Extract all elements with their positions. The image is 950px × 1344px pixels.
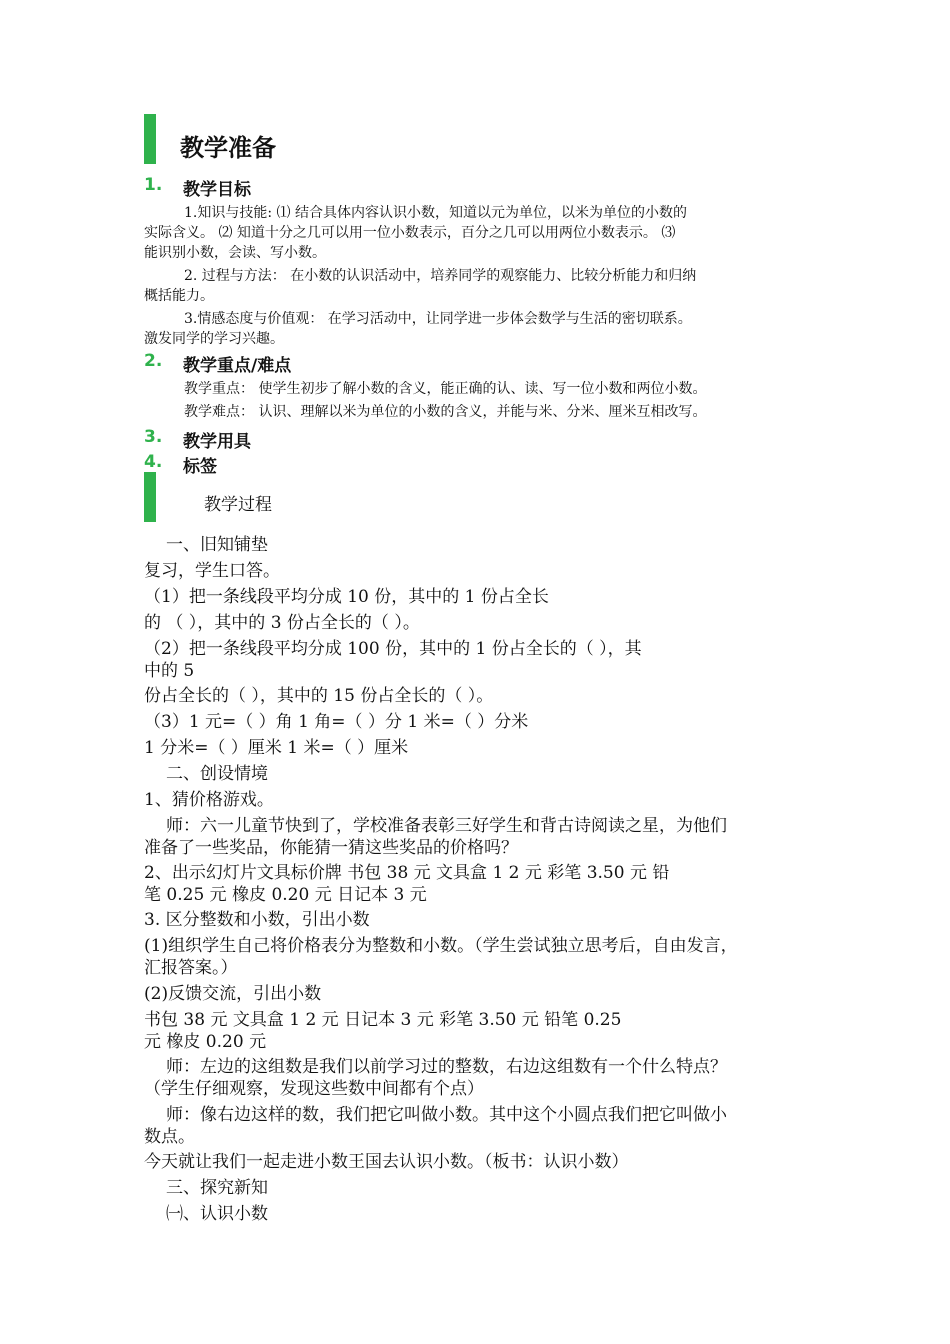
section-number: 1. bbox=[144, 175, 163, 195]
goal-line: 3.情感态度与价值观： 在学习活动中，让同学进一步体会数学与生活的密切联系。 bbox=[184, 311, 692, 327]
heading-accent-bar bbox=[144, 114, 156, 164]
body-line: 书包 38 元 文具盒 1 2 元 日记本 3 元 彩笔 3.50 元 铅笔 0.25 bbox=[144, 1010, 622, 1030]
body-line: 1、猜价格游戏。 bbox=[144, 790, 274, 810]
goal-line: 激发同学的学习兴趣。 bbox=[144, 331, 284, 347]
body-line: (1)组织学生自己将价格表分为整数和小数。（学生尝试独立思考后，自由发言， bbox=[144, 936, 738, 956]
body-line: (2)反馈交流，引出小数 bbox=[144, 984, 322, 1004]
body-line: 笔 0.25 元 橡皮 0.20 元 日记本 3 元 bbox=[144, 885, 427, 905]
body-line: 元 橡皮 0.20 元 bbox=[144, 1032, 267, 1052]
body-line: （2）把一条线段平均分成 100 份，其中的 1 份占全长的（ ），其 bbox=[144, 639, 642, 659]
goal-line: 能识别小数，会读、写小数。 bbox=[144, 245, 326, 261]
body-line: 一、旧知铺垫 bbox=[166, 535, 268, 555]
body-line: 份占全长的（ ），其中的 15 份占全长的（ ）。 bbox=[144, 686, 494, 706]
prep-title: 教学准备 bbox=[180, 134, 276, 162]
body-line: 准备了一些奖品，你能猜一猜这些奖品的价格吗？ bbox=[144, 838, 518, 858]
section-title: 教学重点/难点 bbox=[183, 356, 292, 376]
key-point: 教学重点： 使学生初步了解小数的含义，能正确的认、读、写一位小数和两位小数。 bbox=[184, 381, 707, 397]
goal-line: 实际含义。 ⑵ 知道十分之几可以用一位小数表示，百分之几可以用两位小数表示。 ⑶ bbox=[144, 225, 676, 241]
goal-line: 2. 过程与方法： 在小数的认识活动中，培养同学的观察能力、比较分析能力和归纳 bbox=[184, 268, 697, 284]
body-line: 数点。 bbox=[144, 1127, 195, 1147]
goal-line: 1.知识与技能: ⑴ 结合具体内容认识小数，知道以元为单位，以米为单位的小数的 bbox=[184, 205, 687, 221]
goal-line: 概括能力。 bbox=[144, 288, 214, 304]
body-line: 中的 5 bbox=[144, 661, 195, 681]
section-title: 教学用具 bbox=[183, 432, 251, 452]
body-line: （学生仔细观察，发现这些数中间都有个点） bbox=[144, 1079, 484, 1099]
body-line: 师：六一儿童节快到了，学校准备表彰三好学生和背古诗阅读之星，为他们 bbox=[166, 816, 727, 836]
body-line: 汇报答案。） bbox=[144, 958, 238, 978]
body-line: 1 分米=（ ）厘米 1 米=（ ）厘米 bbox=[144, 738, 409, 758]
body-line: 师：左边的这组数是我们以前学习过的整数，右边这组数有一个什么特点？ bbox=[166, 1057, 727, 1077]
section-title: 教学目标 bbox=[183, 180, 251, 200]
body-line: （3）1 元=（ ）角 1 角=（ ）分 1 米=（ ）分米 bbox=[144, 712, 529, 732]
body-line: 师：像右边这样的数，我们把它叫做小数。其中这个小圆点我们把它叫做小 bbox=[166, 1105, 727, 1125]
process-title: 教学过程 bbox=[204, 495, 272, 515]
body-line: （1）把一条线段平均分成 10 份，其中的 1 份占全长 bbox=[144, 587, 549, 607]
body-line: 3. 区分整数和小数，引出小数 bbox=[144, 910, 370, 930]
section-title: 标签 bbox=[183, 457, 217, 477]
body-line: 三、探究新知 bbox=[166, 1178, 268, 1198]
body-line: 二、创设情境 bbox=[166, 764, 268, 784]
difficult-point: 教学难点： 认识、理解以米为单位的小数的含义，并能与米、分米、厘米互相改写。 bbox=[184, 404, 707, 420]
body-line: 的 （ ），其中的 3 份占全长的（ ）。 bbox=[144, 613, 420, 633]
section-number: 2. bbox=[144, 351, 163, 371]
body-line: 复习，学生口答。 bbox=[144, 561, 280, 581]
body-line: 今天就让我们一起走进小数王国去认识小数。（板书：认识小数） bbox=[144, 1152, 629, 1172]
body-line: 2、出示幻灯片文具标价牌 书包 38 元 文具盒 1 2 元 彩笔 3.50 元 铅 bbox=[144, 863, 670, 883]
body-line: ㈠、认识小数 bbox=[166, 1204, 268, 1224]
section-number: 3. bbox=[144, 427, 163, 447]
heading-accent-bar bbox=[144, 472, 156, 522]
section-number: 4. bbox=[144, 452, 163, 472]
